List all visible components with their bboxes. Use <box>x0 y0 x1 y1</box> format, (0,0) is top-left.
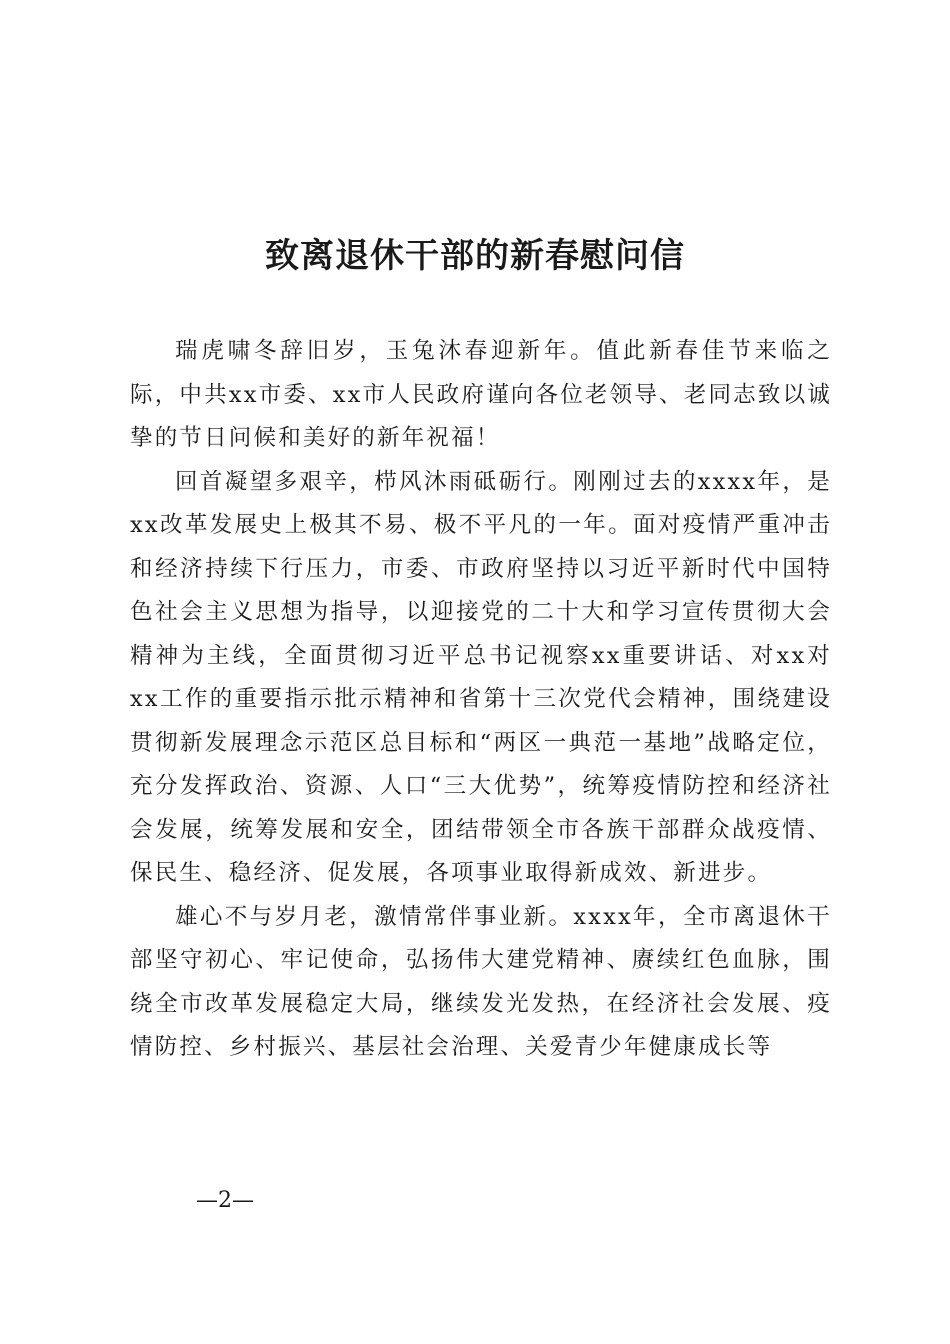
paragraph-review: 回首凝望多艰辛，栉风沐雨砥砺行。刚刚过去的xxxx年，是xx改革发展史上极其不易、极不平凡的一年。面对疫情严重冲击和经济持续下行压力，市委、市政府坚持以习近平新时代中国特色社会主义思想为指导，以迎接党的二十大和学习宣传贯彻大会精神为主线，全面贯彻习近平总书记视察xx重要讲话、对xx对xx工作的重要指示批示精神和省第十三次党代会精神，围绕建设贯彻新发展理念示范区总目标和“两区一典范一基地”战略定位，充分发挥政治、资源、人口“三大优势”，统筹疫情防控和经济社会发展，统筹发展和安全，团结带领全市各族干部群众战疫情、保民生、稳经济、促发展，各项事业取得新成效、新进步。 <box>130 468 832 886</box>
document-body <box>130 330 832 1070</box>
document-title: 致离退休干部的新春慰问信 <box>265 236 685 276</box>
page-number: —2— <box>196 1188 254 1213</box>
paragraph-greeting: 瑞虎啸冬辞旧岁，玉兔沐春迎新年。值此新春佳节来临之际，中共xx市委、xx市人民政府谨向各位老领导、老同志致以诚挚的节日问候和美好的新年祝福！ <box>130 338 832 451</box>
paragraph-retirees: 雄心不与岁月老，激情常伴事业新。xxxx年，全市离退休干部坚守初心、牢记使命，弘扬伟大建党精神、赓续红色血脉，围绕全市改革发展稳定大局，继续发光发热，在经济社会发展、疫情防控、乡村振兴、基层社会治理、关爱青少年健康成长等 <box>130 903 832 1060</box>
